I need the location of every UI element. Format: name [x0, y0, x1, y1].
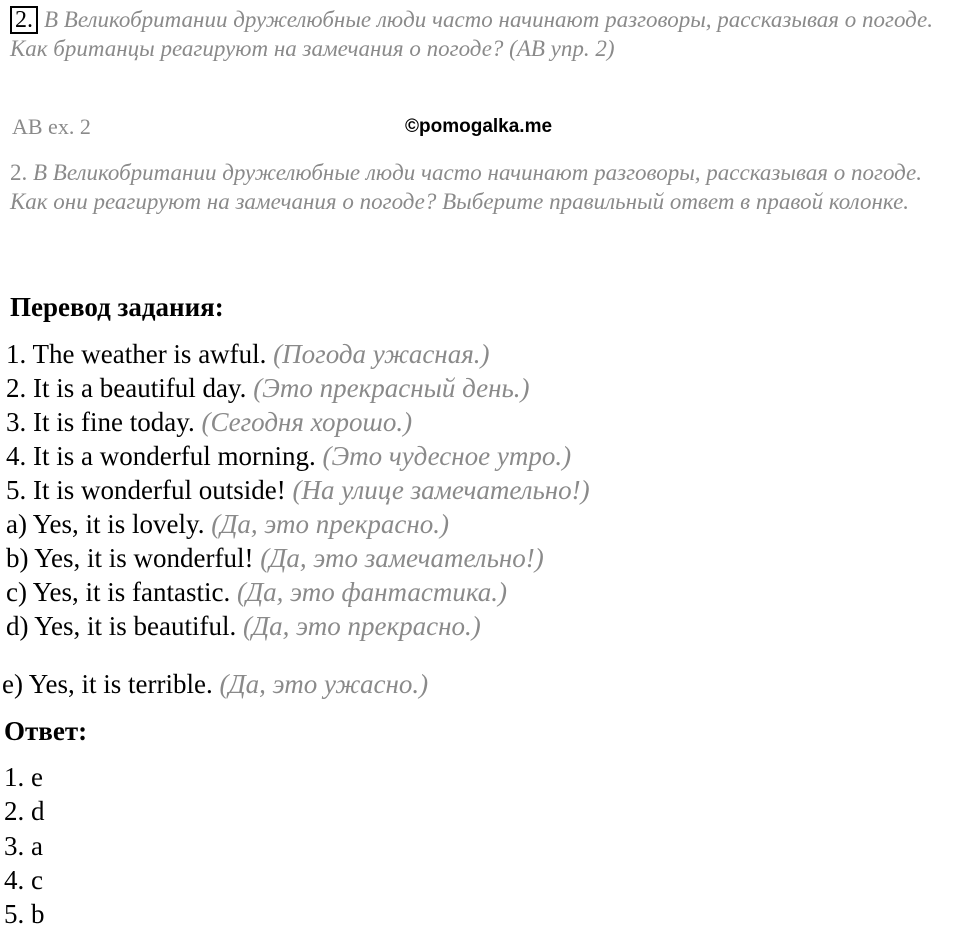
- answer-item: 3. a: [4, 831, 43, 861]
- task2-number: 2.: [10, 160, 28, 185]
- item-english: e) Yes, it is terrible.: [2, 669, 213, 699]
- item-english: 3. It is fine today.: [6, 407, 195, 437]
- item-russian: (Да, это замечательно!): [260, 543, 544, 573]
- item-russian: (Это прекрасный день.): [253, 373, 530, 403]
- list-item: [6, 508, 449, 540]
- item-english: b) Yes, it is wonderful!: [6, 543, 254, 573]
- item-english: a) Yes, it is lovely.: [6, 509, 205, 539]
- item-english: 1. The weather is awful.: [6, 339, 267, 369]
- item-english: 5. It is wonderful outside!: [6, 475, 286, 505]
- task-statement-ab: [10, 158, 955, 216]
- list-item: [6, 372, 530, 404]
- item-russian: (Это чудесное утро.): [322, 441, 572, 471]
- item-russian: (Да, это прекрасно.): [243, 611, 481, 641]
- list-item: [6, 338, 490, 370]
- item-russian: (Да, это прекрасно.): [211, 509, 449, 539]
- item-english: c) Yes, it is fantastic.: [6, 577, 231, 607]
- list-item: [6, 474, 590, 506]
- task-number-box: 2.: [10, 6, 38, 34]
- list-item: [6, 406, 412, 438]
- list-item: [2, 668, 428, 700]
- task2-text-line2: Как они реагируют на замечания о погоде? Выберите правильный ответ в правой колонке.: [10, 189, 910, 214]
- task2-text-line1: В Великобритании дружелюбные люди часто начинают разговоры, рассказывая о погоде.: [33, 160, 923, 185]
- translation-heading: Перевод задания:: [10, 292, 224, 322]
- answer-item: 2. d: [4, 796, 45, 826]
- list-item: [6, 610, 481, 642]
- item-russian: (Погода ужасная.): [273, 339, 490, 369]
- task-statement: [10, 5, 955, 63]
- answer-heading: Ответ:: [4, 716, 88, 746]
- item-russian: (Сегодня хорошо.): [201, 407, 413, 437]
- answer-item: 5. b: [4, 899, 45, 929]
- answer-item: 4. c: [4, 865, 43, 895]
- ab-exercise-label: AB ex. 2: [12, 114, 91, 139]
- item-russian: (Да, это ужасно.): [219, 669, 429, 699]
- item-english: 2. It is a beautiful day.: [6, 373, 247, 403]
- answer-item: 1. e: [4, 762, 43, 792]
- task-text-line2: Как британцы реагируют на замечания о погоде? (AB упр. 2): [10, 36, 615, 61]
- item-russian: (На улице замечательно!): [292, 475, 590, 505]
- list-item: [6, 542, 544, 574]
- task-text-line1: В Великобритании дружелюбные люди часто начинают разговоры, рассказывая о погоде.: [44, 7, 934, 32]
- watermark: ©pomogalka.me: [405, 116, 553, 137]
- list-item: [6, 576, 507, 608]
- item-english: 4. It is a wonderful morning.: [6, 441, 316, 471]
- item-russian: (Да, это фантастика.): [236, 577, 508, 607]
- item-english: d) Yes, it is beautiful.: [6, 611, 237, 641]
- list-item: [6, 440, 571, 472]
